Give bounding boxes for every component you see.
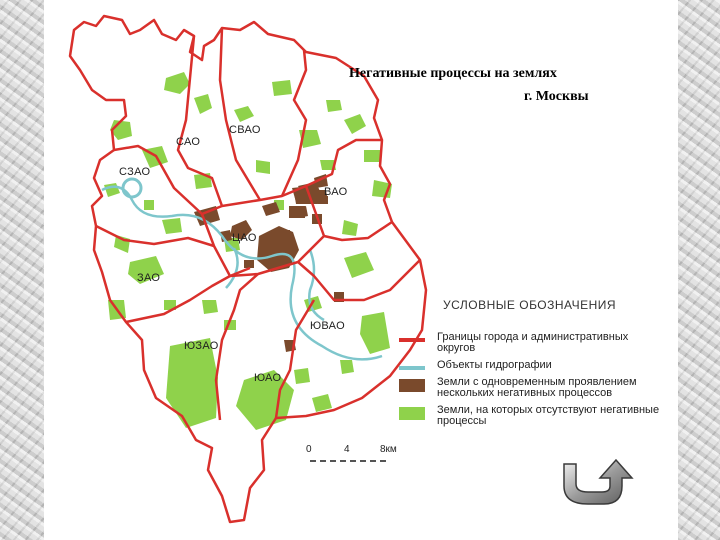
district-label-vao: ВАО [324, 186, 348, 198]
scale-tick-8: 8км [380, 444, 397, 455]
map-panel [44, 0, 678, 540]
district-label-svao: СВАО [229, 124, 261, 136]
scale-bar [306, 444, 416, 466]
legend-item-degraded [399, 377, 674, 399]
legend-label-boundaries: Границы города и административных округов [437, 331, 629, 354]
district-label-sao: САО [176, 136, 201, 148]
district-label-yuzao: ЮЗАО [184, 340, 219, 352]
scale-tick-0: 0 [306, 444, 312, 455]
map-title-line2: г. Москвы [524, 89, 589, 104]
legend [399, 298, 674, 433]
map-title-line1: Негативные процессы на землях [349, 66, 557, 81]
legend-swatch-water [399, 366, 425, 370]
district-label-yuvao: ЮВАО [310, 320, 345, 332]
legend-swatch-green [399, 407, 425, 420]
legend-label-water: Объекты гидрографии [437, 359, 552, 371]
legend-swatch-degraded [399, 379, 425, 392]
legend-item-boundaries [399, 332, 674, 354]
legend-label-green: Земли, на которых отсутствуют негативные процессы [437, 404, 660, 427]
legend-heading: УСЛОВНЫЕ ОБОЗНАЧЕНИЯ [443, 298, 617, 312]
district-label-zao: ЗАО [137, 272, 161, 284]
legend-item-green [399, 405, 674, 427]
district-label-szao: СЗАО [119, 166, 151, 178]
district-label-yuao: ЮАО [254, 372, 282, 384]
legend-label-degraded: Земли с одновременным проявлением нескольких негативных процессов [437, 376, 637, 399]
scale-line [310, 460, 386, 462]
legend-swatch-boundaries [399, 338, 425, 342]
return-arrow-icon[interactable] [560, 458, 634, 508]
legend-item-water [399, 360, 674, 371]
district-label-cao: ЦАО [232, 232, 257, 244]
scale-tick-4: 4 [344, 444, 350, 455]
